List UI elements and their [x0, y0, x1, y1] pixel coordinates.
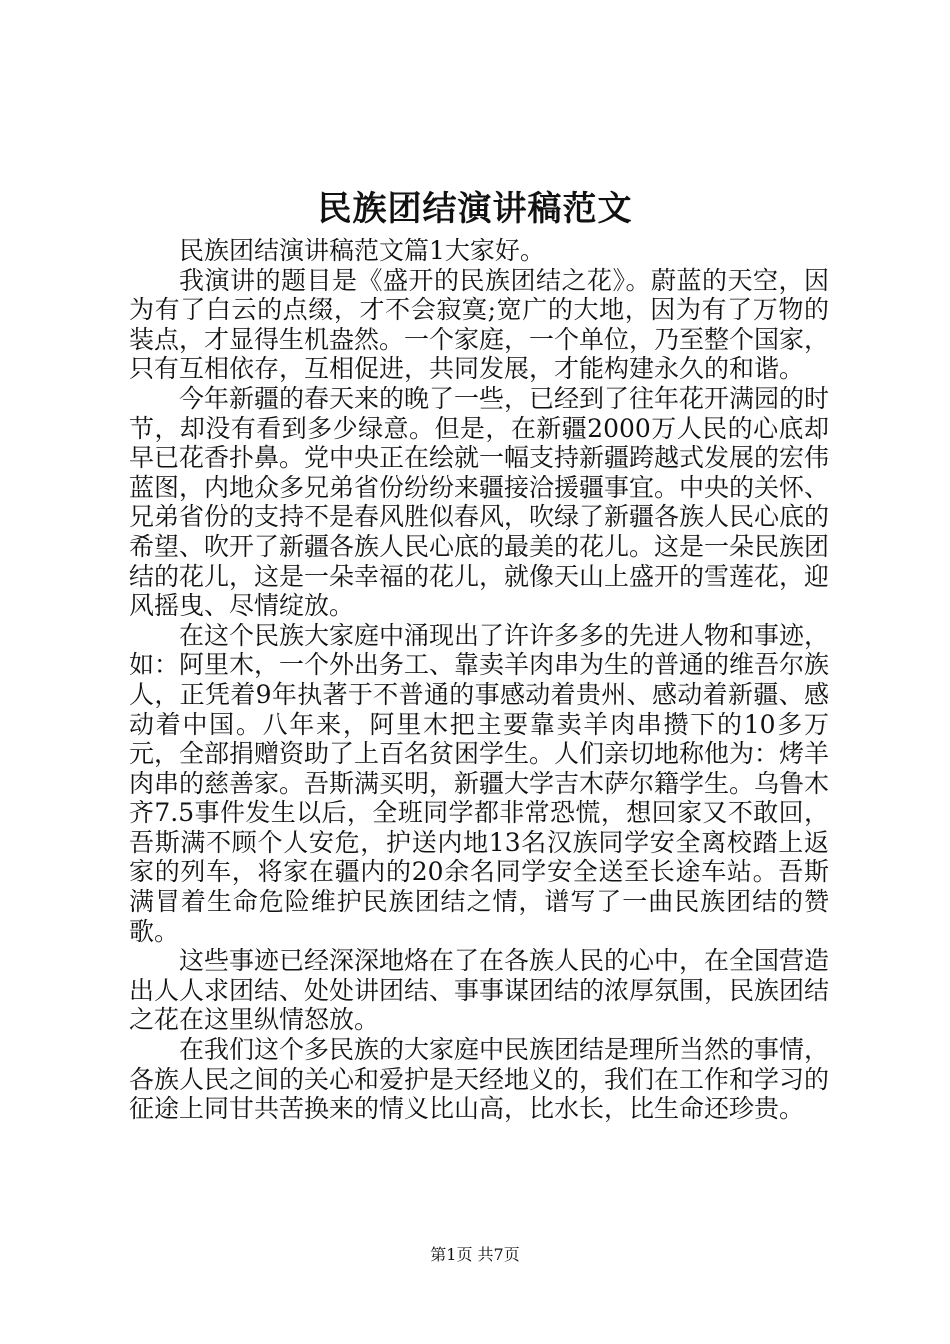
paragraph: 我演讲的题目是《盛开的民族团结之花》。蔚蓝的天空，因为有了白云的点缀，才不会寂寞;宽广的大地，因为有了万物的装点，才显得生机盎然。一个家庭，一个单位，乃至整个国家，只有互相依存，互相促进，共同发展，才能构建永久的和谐。: [129, 265, 830, 384]
paragraph: 今年新疆的春天来的晚了一些，已经到了往年花开满园的时节，却没有看到多少绿意。但是，在新疆2000万人民的心底却早已花香扑鼻。党中央正在绘就一幅支持新疆跨越式发展的宏伟蓝图，内地众多兄弟省份纷纷来疆接洽援疆事宜。中央的关怀、兄弟省份的支持不是春风胜似春风，吹绿了新疆各族人民心底的希望、吹开了新疆各族人民心底的最美的花儿。这是一朵民族团结的花儿，这是一朵幸福的花儿，就像天山上盛开的雪莲花，迎风摇曳、尽情绽放。: [129, 383, 830, 621]
paragraph: 在这个民族大家庭中涌现出了许许多多的先进人物和事迹，如：阿里木，一个外出务工、靠卖羊肉串为生的普通的维吾尔族人，正凭着9年执著于不普通的事感动着贵州、感动着新疆、感动着中国。八年来，阿里木把主要靠卖羊肉串攒下的10多万元，全部捐赠资助了上百名贫困学生。人们亲切地称他为：烤羊肉串的慈善家。吾斯满买明，新疆大学吉木萨尔籍学生。乌鲁木齐7.5事件发生以后，全班同学都非常恐慌，想回家又不敢回，吾斯满不顾个人安危，护送内地13名汉族同学安全离校踏上返家的列车，将家在疆内的20余名同学安全送至长途车站。吾斯满冒着生命危险维护民族团结之情，谱写了一曲民族团结的赞歌。: [129, 620, 830, 946]
paragraph: 民族团结演讲稿范文篇1大家好。: [179, 236, 545, 265]
document-title: 民族团结演讲稿范文: [317, 189, 633, 229]
paragraph: 在我们这个多民族的大家庭中民族团结是理所当然的事情，各族人民之间的关心和爱护是天经地义的，我们在工作和学习的征途上同甘共苦换来的情义比山高，比水长，比生命还珍贵。: [129, 1035, 830, 1124]
page-number-footer: 第1页 共7页: [430, 1245, 520, 1264]
paragraph: 这些事迹已经深深地烙在了在各族人民的心中，在全国营造出人人求团结、处处讲团结、事事谋团结的浓厚氛围，民族团结之花在这里纵情怒放。: [129, 946, 830, 1035]
document-body: [129, 236, 829, 1124]
